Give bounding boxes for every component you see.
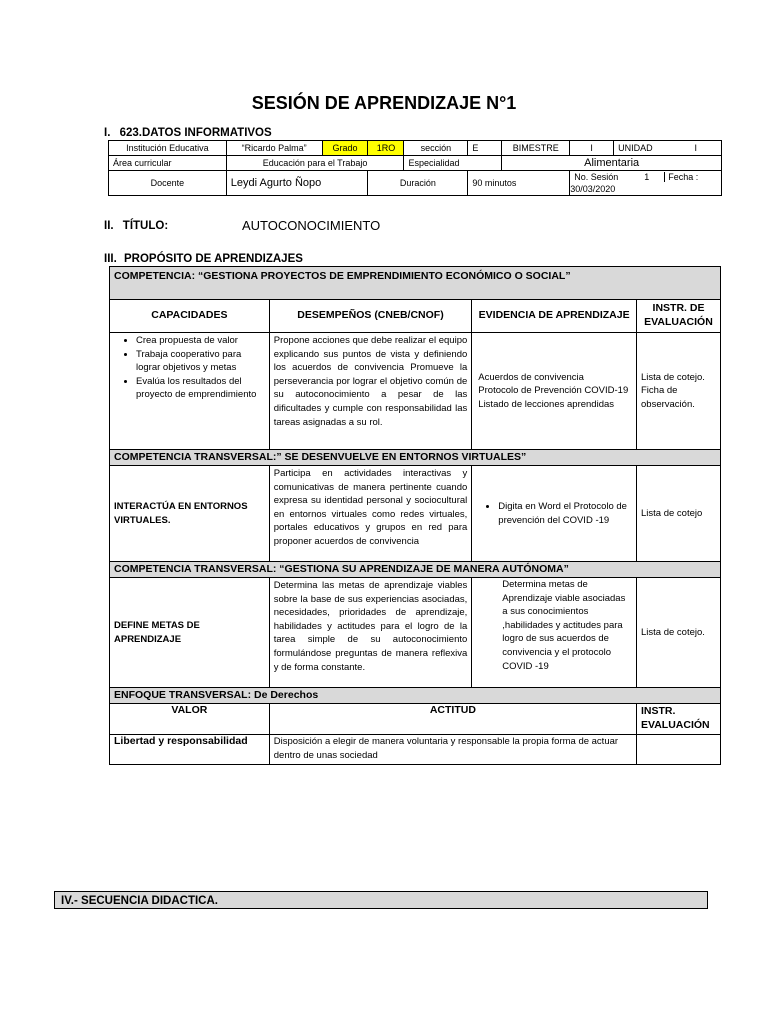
instr-cell: Lista de cotejo.	[637, 578, 721, 688]
fecha: Fecha : 30/03/2020	[570, 172, 699, 194]
header-capacidades: CAPACIDADES	[110, 300, 270, 333]
header-desempenos: DESEMPEÑOS (CNEB/CNOF)	[269, 300, 472, 333]
grado-label: Grado	[322, 141, 368, 156]
valor-cell: Libertad y responsabilidad	[110, 735, 270, 765]
titulo-value: AUTOCONOCIMIENTO	[242, 218, 381, 233]
desempeno-cell: Participa en actividades interactivas y comunicativas de manera pertinente cuando expresa su identidad personal y sociocultural en entornos virtuales como redes virtuales, portales educativos y grupos en red para proponer acuerdos de convivencia	[269, 466, 472, 562]
header-valor: VALOR	[110, 704, 270, 735]
seccion-value: E	[468, 141, 502, 156]
grado-value: 1RO	[368, 141, 404, 156]
section-label: PROPÓSITO DE APRENDIZAJES	[123, 253, 303, 265]
desempeno-cell: Determina las metas de aprendizaje viables sobre la base de sus experiencias asociadas, necesidades, prioridades de aprendizaje, habilidades y actitudes para el logro de la tarea simple de su autoconocimiento formulándose preguntas de manera reflexiva y de forma constante.	[269, 578, 472, 688]
header-instr-evaluacion: INSTR. EVALUACIÓN	[637, 704, 721, 735]
competencia-transversal-1: COMPETENCIA TRANSVERSAL:” SE DESENVUELVE EN ENTORNOS VIRTUALES”	[110, 450, 721, 466]
instr-cell: Lista de cotejo	[637, 466, 721, 562]
list-item: • Evalúa los resultados del proyecto de emprendimiento	[136, 375, 265, 402]
section-proposito-heading	[104, 253, 303, 265]
seccion-label: sección	[404, 141, 468, 156]
especialidad-label: Especialidad	[404, 156, 502, 171]
enfoque-transversal: ENFOQUE TRANSVERSAL: De Derechos	[110, 688, 721, 704]
unidad-label: UNIDAD	[618, 143, 653, 153]
list-item: • Digita en Word el Protocolo de prevención del COVID -19	[498, 500, 632, 527]
area-label: Área curricular	[109, 156, 227, 171]
nsesion-label: No. Sesión	[574, 172, 619, 182]
header-evidencia: EVIDENCIA DE APRENDIZAJE	[472, 300, 637, 333]
proposito-table	[109, 266, 721, 765]
evidencia-cell: Determina metas de Aprendizaje viable asociadas a sus conocimientos ,habilidades y actitudes para logro de sus acuerdos de convivencia y el protocolo COVID -19	[472, 578, 637, 688]
capacidad-cell: INTERACTÚA EN ENTORNOS VIRTUALES.	[110, 466, 270, 562]
duracion-label: Duración	[368, 171, 468, 196]
header-actitud: ACTITUD	[269, 704, 636, 735]
section-label: 623.DATOS INFORMATIVOS	[119, 127, 272, 139]
especialidad-value: Alimentaria	[502, 156, 722, 171]
competencia-transversal-2: COMPETENCIA TRANSVERSAL: “GESTIONA SU APRENDIZAJE DE MANERA AUTÓNOMA”	[110, 562, 721, 578]
institucion-value: “Ricardo Palma”	[226, 141, 322, 156]
evidencia-cell	[472, 466, 637, 562]
evidencia-item: Protocolo de Prevención COVID-19	[478, 385, 629, 397]
bimestre-value: I	[570, 141, 614, 156]
unidad-cell	[614, 141, 722, 156]
instr-cell	[637, 735, 721, 765]
datos-informativos-table	[108, 140, 722, 196]
evidencia-item: Acuerdos de convivencia	[478, 371, 584, 383]
instr-cell	[637, 333, 721, 450]
area-value: Educación para el Trabajo	[226, 156, 404, 171]
list-item: • Crea propuesta de valor	[136, 334, 265, 348]
capacidades-cell	[110, 333, 270, 450]
sesion-fecha-cell	[570, 171, 722, 196]
page-title: SESIÓN DE APRENDIZAJE N°1	[251, 93, 517, 113]
header-instr: INSTR. DE EVALUACIÓN	[637, 300, 721, 333]
section-number: II.	[104, 220, 114, 232]
docente-value: Leydi Agurto Ñopo	[226, 171, 368, 196]
unidad-value: I	[694, 143, 697, 153]
evidencia-cell	[472, 333, 637, 450]
nsesion-value: 1	[644, 172, 650, 182]
section-number: III.	[104, 253, 117, 265]
competencia-heading: COMPETENCIA: “GESTIONA PROYECTOS DE EMPRENDIMIENTO ECONÓMICO O SOCIAL”	[110, 267, 721, 300]
evidencia-list	[476, 500, 632, 527]
institucion-label: Institución Educativa	[109, 141, 227, 156]
instr-item: Lista de cotejo.	[641, 371, 705, 383]
actitud-cell: Disposición a elegir de manera voluntaria y responsable la propia forma de actuar dentro de unas sociedad	[269, 735, 636, 765]
evidencia-item: Listado de lecciones aprendidas	[478, 398, 615, 410]
docente-label: Docente	[109, 171, 227, 196]
section-secuencia-heading: IV.- SECUENCIA DIDACTICA.	[54, 891, 708, 909]
instr-item: Ficha de observación.	[641, 385, 695, 410]
section-titulo-heading	[104, 220, 168, 232]
section-datos-heading	[104, 127, 272, 139]
duracion-value: 90 minutos	[468, 171, 570, 196]
capacidades-list	[114, 334, 265, 402]
section-label: TÍTULO:	[122, 220, 169, 232]
bimestre-label: BIMESTRE	[502, 141, 570, 156]
capacidad-cell: DEFINE METAS DE APRENDIZAJE	[110, 578, 270, 688]
list-item: • Trabaja cooperativo para lograr objetivos y metas	[136, 348, 265, 375]
section-number: I.	[104, 127, 111, 139]
desempeno-cell: Propone acciones que debe realizar el equipo explicando sus puntos de vista y definiendo los acuerdos de convivencia Promueve la perseverancia por lograr el objetivo común de su autoconocimiento a pesar de las dificultades y cumple con responsabilidad las tareas asignadas a su rol.	[269, 333, 472, 450]
